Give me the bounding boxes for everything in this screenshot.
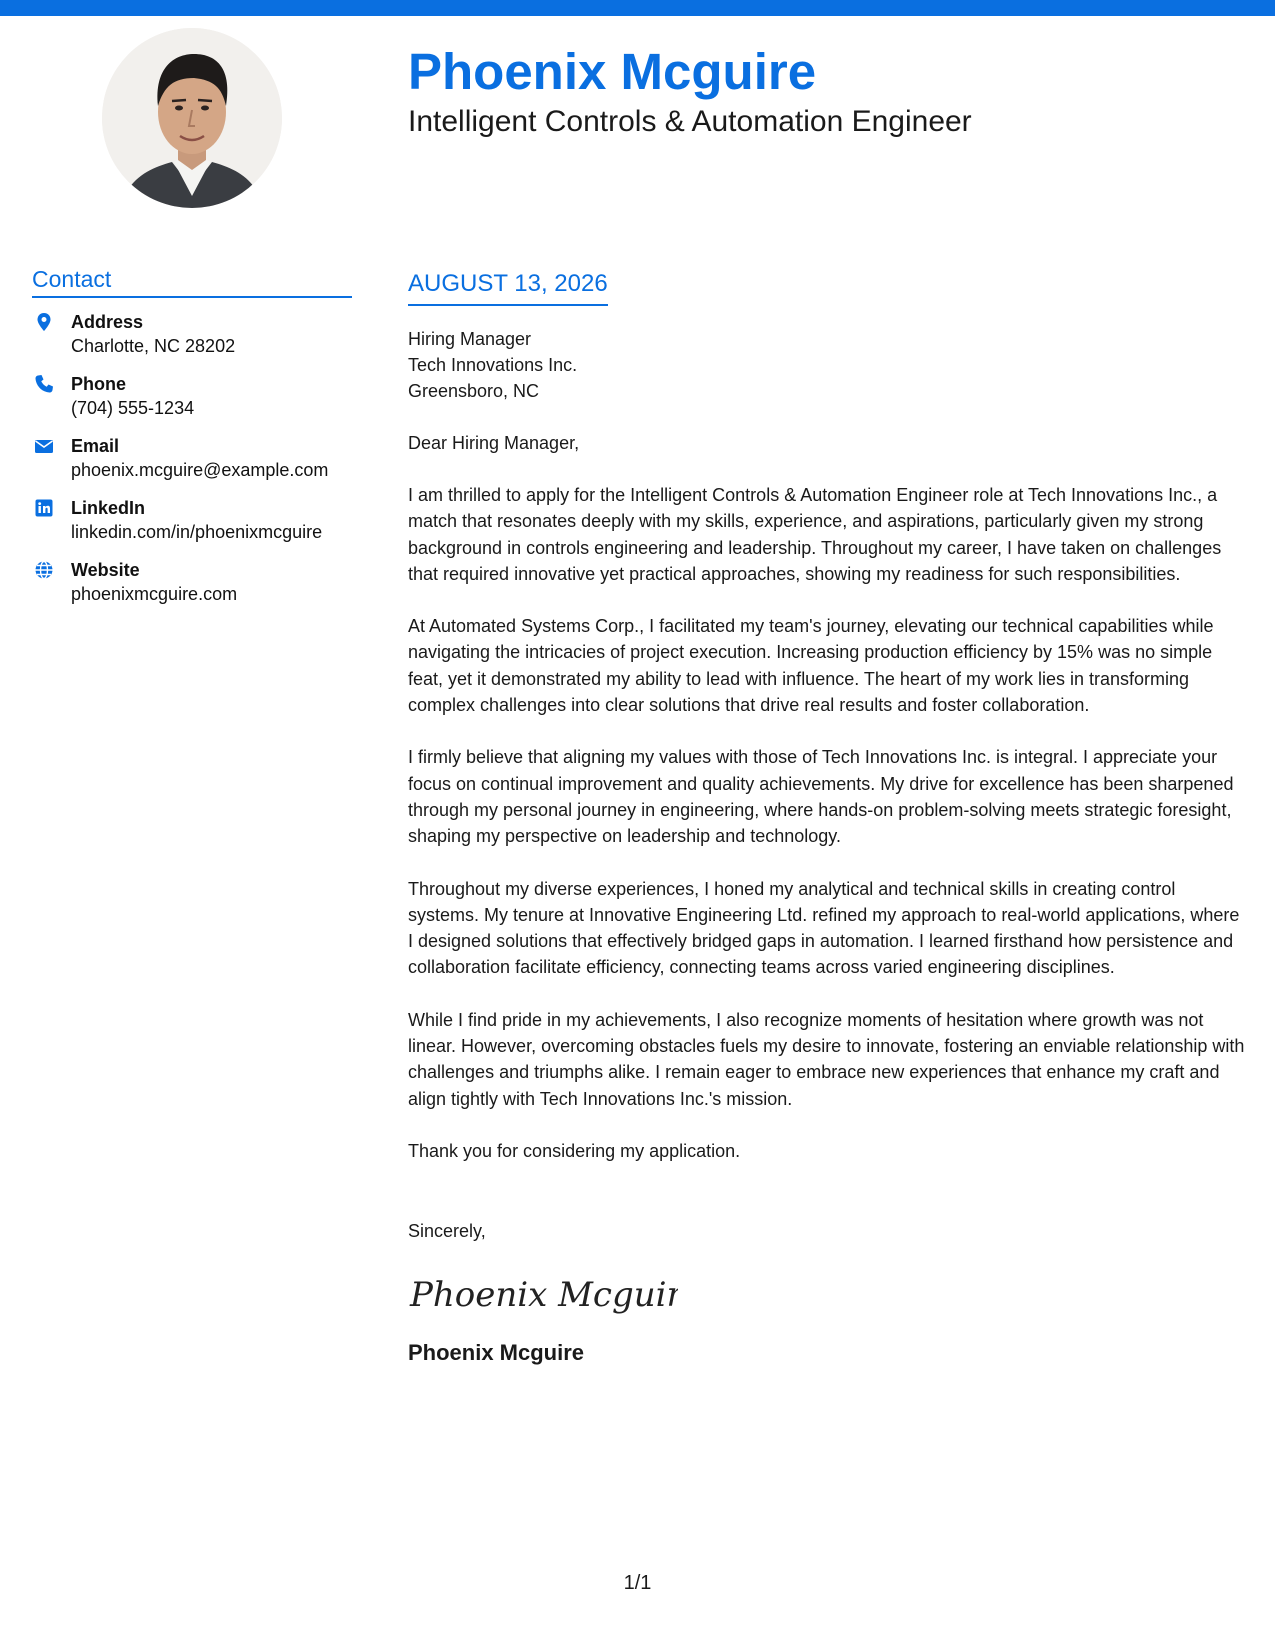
handwritten-signature	[408, 1266, 678, 1322]
linkedin-value[interactable]: linkedin.com/in/phoenixmcguire	[71, 522, 323, 542]
recipient-line: Hiring Manager	[408, 329, 532, 349]
phone-icon	[34, 374, 54, 394]
contact-item-phone	[32, 372, 352, 421]
contact-item-email	[32, 434, 352, 483]
website-value[interactable]: phoenixmcguire.com	[71, 584, 238, 604]
job-title: Intelligent Controls & Automation Engineer	[408, 105, 972, 138]
paragraph: I firmly believe that aligning my values with those of Tech Innovations Inc. is integral. I appreciate your focus on continual improvement and quality achievements. My drive for excellence has been sharpened through my personal journey in engineering, where hands-on problem-solving meets strategic foresight, shaping my perspective on leadership and technology.	[408, 747, 1234, 847]
contact-label: Phone	[71, 374, 127, 394]
page-number: 1/1	[623, 1572, 652, 1594]
candidate-name: Phoenix Mcguire	[408, 43, 817, 100]
email-value: phoenix.mcguire@example.com	[71, 460, 329, 480]
paragraph: I am thrilled to apply for the Intelligent Controls & Automation Engineer role at Tech Innovations Inc., a match that resonates deeply with my skills, experience, and aspirations, particularly given my strong background in controls engineering and leadership. Throughout my career, I have taken on challenges that required innovative yet practical approaches, showing my readiness for such responsibilities.	[408, 485, 1222, 584]
contact-item-address	[32, 310, 352, 359]
letter-date: AUGUST 13, 2026	[408, 268, 608, 306]
contact-label: Website	[71, 560, 140, 580]
greeting: Dear Hiring Manager,	[408, 433, 580, 453]
recipient-block	[408, 326, 1248, 404]
linkedin-icon	[34, 498, 54, 518]
paragraph: While I find pride in my achievements, I also recognize moments of hesitation where growth was not linear. However, overcoming obstacles fuels my desire to innovate, fostering an enviable relationship with challenges and triumphs alike. I remain eager to embrace new experiences that enhance my craft and align tightly with Tech Innovations Inc.'s mission.	[408, 1009, 1245, 1109]
phone-value: (704) 555-1234	[71, 398, 195, 418]
globe-icon	[34, 560, 54, 580]
contact-item-linkedin	[32, 496, 352, 545]
contact-list	[32, 310, 352, 607]
location-pin-icon	[34, 312, 54, 332]
envelope-icon	[34, 436, 54, 456]
paragraph: Throughout my diverse experiences, I honed my analytical and technical skills in creating control systems. My tenure at Innovative Engineering Ltd. refined my approach to real-world applications, where I designed solutions that effectively bridged gaps in automation. I learned firsthand how persistence and collaboration facilitate efficiency, connecting teams across varied engineering disciplines.	[408, 878, 1240, 978]
recipient-line: Greensboro, NC	[408, 381, 540, 401]
paragraph: Thank you for considering my application.	[408, 1140, 741, 1161]
recipient-line: Tech Innovations Inc.	[408, 355, 578, 375]
contact-label: Address	[71, 312, 144, 332]
letter-body	[408, 268, 1248, 1368]
paragraph: At Automated Systems Corp., I facilitated my team's journey, elevating our technical capabilities while navigating the intricacies of project execution. Increasing production efficiency by 15% was no simple feat, yet it demonstrated my ability to lead with influence. The heart of my work lies in transforming complex challenges into clear solutions that drive real results and foster collaboration.	[408, 616, 1214, 716]
signature-text: Phoenix Mcguire	[410, 1275, 678, 1316]
contact-item-website	[32, 558, 352, 607]
contact-label: LinkedIn	[71, 498, 146, 518]
address-value: Charlotte, NC 28202	[71, 336, 236, 356]
signed-name: Phoenix Mcguire	[408, 1340, 585, 1366]
profile-photo	[102, 28, 282, 208]
top-accent-bar	[0, 0, 1275, 16]
contact-sidebar	[32, 264, 352, 620]
contact-label: Email	[71, 436, 120, 456]
closing: Sincerely,	[408, 1221, 486, 1242]
contact-heading: Contact	[32, 264, 352, 298]
